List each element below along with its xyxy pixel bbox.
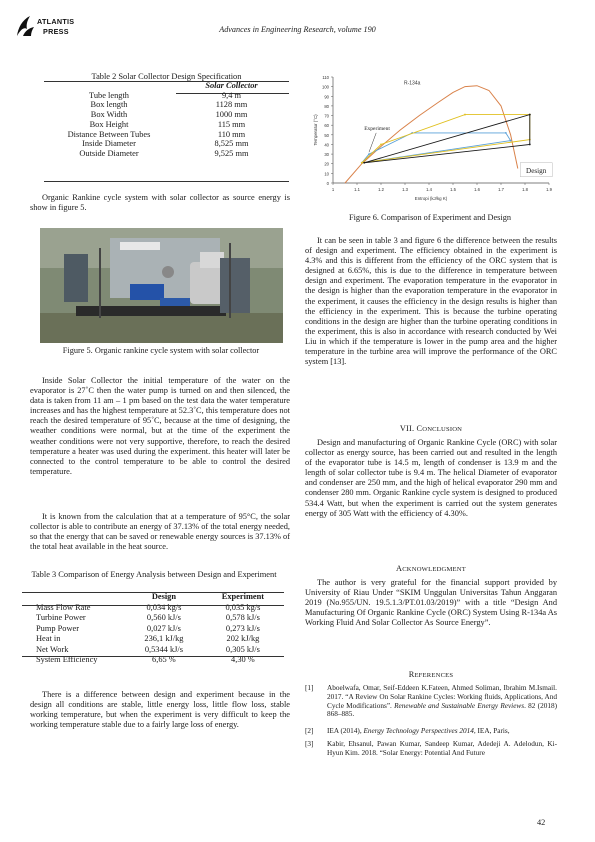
table-row	[44, 130, 289, 140]
table-row	[22, 613, 284, 624]
table3-cell-experiment: 0,305 kJ/s	[225, 644, 260, 654]
discussion-paragraph: It can be seen in table 3 and figure 6 the difference between the results of design and experiment. The efficiency obtained in the experiment is 4.3% and this is different from the efficiency of the ORC system that is designed at 6.65%, this is due to the difference in temperature between design and experiment. The evaporation temperature in the evaporator in the design is higher than the evaporation temperature in the evaporator in the experiment, it causes the efficiency in the design results is higher than the efficiency in the experiment. This is because the turbine operating conditions in the design are higher than the turbine operating conditions in the experiment, this is also in accordance with research conducted by Wei Liu in which if the temperature is lower in the pump area and the higher temperature in the turbine area will improve the performance of the ORC system [13].	[305, 236, 557, 367]
table3-cell-design: 6,65 %	[152, 655, 176, 664]
running-head: Advances in Engineering Research, volume 190	[219, 25, 376, 34]
table2-cell-label: Distance Between Tubes	[67, 129, 151, 139]
table3-cell-design: 0,034 kg/s	[146, 602, 182, 612]
table-row	[44, 120, 289, 130]
table2-bottom-rule	[44, 181, 289, 182]
table-row	[22, 634, 284, 645]
reference-number: [3]	[305, 739, 314, 748]
y-tick-label: 30	[324, 152, 329, 158]
acknowledgment-heading	[305, 564, 557, 573]
table2-cell-value: 1000 mm	[215, 110, 248, 120]
y-tick-label: 70	[324, 113, 329, 119]
figure6-chart	[303, 67, 557, 209]
reference-tail: , IEA, Paris,	[473, 727, 510, 736]
y-tick-label: 90	[324, 94, 329, 100]
table-row	[44, 139, 289, 149]
table2-cell-value: 1128 mm	[215, 100, 248, 110]
x-tick-label: 1	[331, 187, 335, 192]
figure5-caption: Figure 5. Organic rankine cycle system with solar collector	[62, 346, 260, 355]
reference-tail: . 82 (2018) 868–885.	[327, 701, 557, 719]
series-point	[529, 114, 531, 116]
reference-text: Aboelwafa, Omar, Seif-Eddeen K.Fateen, Ahmed Soliman, Ibrahim M.Ismail. 2017. “A Review On Solar Rankine Cycles: Working fluids, Applications, And Cycle Modifications”.	[327, 684, 557, 710]
table2-cell-label: Tube length	[89, 90, 129, 100]
table3-cell-experiment: 4,30 %	[231, 655, 255, 664]
table-row	[22, 624, 284, 635]
table3-cell-experiment: 202 kJ/kg	[226, 634, 260, 643]
table3-cell-experiment: 0,035 kg/s	[225, 602, 261, 612]
references-heading	[305, 670, 557, 679]
reference-item	[305, 727, 557, 736]
table3-cell-label: Pump Power	[36, 623, 80, 633]
table3-cell-label: Mass Flow Rate	[36, 602, 91, 612]
reference-number: [2]	[305, 727, 314, 736]
table3-cell-design: 0,5344 kJ/s	[144, 644, 183, 654]
table2-cell-value: 9,4 m	[221, 90, 242, 100]
x-axis-label: Entropi (kJ/kg K)	[414, 196, 448, 201]
logo-text-line2: PRESS	[43, 27, 69, 36]
table-row	[44, 91, 289, 101]
x-tick-label: 1.5	[450, 187, 456, 192]
table2-cell-value: 110 mm	[217, 129, 246, 139]
y-tick-label: 100	[322, 84, 329, 90]
table3-cell-design: 0,027 kJ/s	[146, 623, 181, 633]
table3-caption: Table 3 Comparison of Energy Analysis between Design and Experiment	[31, 570, 277, 579]
ack-heading-lead: A	[396, 564, 403, 573]
table3-cell-design: 236,1 kJ/kg	[144, 634, 184, 643]
table3-cell-experiment: 0,273 kJ/s	[225, 623, 260, 633]
table-row	[22, 645, 284, 656]
table-row	[44, 110, 289, 120]
x-tick-label: 1.2	[378, 187, 384, 192]
x-tick-label: 1.3	[402, 187, 408, 192]
y-tick-label: 110	[322, 75, 329, 80]
table3-header-experiment: Experiment	[221, 592, 265, 601]
y-axis-label: Temperatur (°C)	[313, 114, 318, 146]
x-tick-label: 1.7	[498, 187, 504, 192]
ack-heading-rest: CKNOWLEDGMENT	[402, 566, 466, 573]
table-row	[44, 149, 289, 159]
table3-cell-design: 0,560 kJ/s	[146, 613, 181, 622]
table2-cell-value: 9,525 mm	[214, 148, 249, 158]
reference-item	[305, 740, 557, 758]
table2-cell-label: Outside Diameter	[79, 148, 139, 158]
table3-header-design: Design	[151, 592, 177, 601]
reference-list	[305, 684, 557, 762]
figure6-caption: Figure 6. Comparison of Experiment and Design	[349, 213, 511, 222]
conclusion-heading-lead: VII. C	[399, 424, 423, 433]
acknowledgment-paragraph: The author is very grateful for the financial support provided by University of Riau Under “SKIM Unggulan Universitas Tahun Anggaran 2019 (No.955/UN. 19.5.1.3/PT.01.03/2019)” with a title “Design And Manufacturing Of Organic Rankine Cycle (ORC) System Using R-134a As Working Fluid And Solar Collector As Source Energy”.	[305, 578, 557, 628]
series-point	[529, 144, 531, 146]
refs-heading-rest: EFERENCES	[414, 672, 454, 679]
logo-text-line1: ATLANTIS	[37, 17, 75, 26]
table-row	[44, 100, 289, 110]
y-tick-label: 0	[326, 181, 329, 186]
table3-cell-label: Turbine Power	[36, 613, 86, 622]
table3-header-rule	[22, 605, 284, 606]
y-tick-label: 20	[324, 161, 329, 167]
conclusion-heading	[305, 424, 557, 433]
table3	[22, 592, 284, 666]
table2-cell-label: Inside Diameter	[82, 139, 136, 149]
y-tick-label: 60	[324, 123, 329, 129]
intro-paragraph: Organic Rankine cycle system with solar collector as source energy is show in figure 5.	[30, 193, 290, 213]
reference-number: [1]	[305, 684, 314, 692]
body-paragraph-3: There is a difference between design and experiment because in the design all conditions are stable, little energy loss, little flow loss, stable working temperature, but when the experiment is very difficult to keep the working temperature stable due to a fairly large loss of energy.	[30, 690, 290, 730]
table3-cell-label: Net Work	[36, 644, 69, 654]
chart-title: R-134a	[403, 80, 421, 87]
table2	[44, 81, 289, 159]
table3-cell-experiment: 0,578 kJ/s	[225, 613, 260, 622]
y-tick-label: 50	[324, 132, 329, 138]
table2-empty-header	[44, 81, 174, 91]
table2-cell-label: Box Height	[89, 119, 129, 129]
series-point	[363, 162, 365, 164]
series-point	[510, 140, 512, 142]
series-point	[505, 132, 507, 134]
page-number: 42	[537, 818, 546, 827]
table3-cell-label: System Efficiency	[36, 655, 98, 664]
y-tick-label: 40	[324, 142, 329, 148]
table3-cell-label: Heat in	[36, 634, 61, 643]
table2-cell-value: 115 mm	[217, 119, 246, 129]
annotation-design: Design	[526, 166, 547, 175]
x-tick-label: 1.6	[474, 187, 480, 192]
table2-column-header: Solar Collector	[205, 81, 258, 90]
reference-text: Kabir, Ehsanul, Pawan Kumar, Sandeep Kumar, Adedeji A. Adelodun, Ki-Hyun Kim. 2018. “Solar Energy: Potential And Future	[327, 739, 557, 757]
x-tick-label: 1.8	[522, 187, 528, 192]
table2-cell-label: Box length	[90, 100, 128, 110]
series-point	[361, 162, 363, 164]
reference-item	[305, 684, 557, 719]
orc-system-photo	[40, 228, 283, 343]
body-paragraph-1: Inside Solar Collector the initial temperature of the water on the evaporator is 27˚C then the water pump is turned on and then silenced, the data is taken from 11 am – 1 pm based on the test data the water temperature increases and has the highest temperature at 52.3˚C, this temperature does not reach the desired temperature of 95˚C, because at the time of designing, the weather conditions were normal, but at the time of the experiment the weather conditions were not very supportive, therefore, to reach the desired temperature a heater was used during the experiment. this heater will later be connected to the control temperature to be able to control the desired temperature.	[30, 376, 290, 476]
y-tick-label: 10	[324, 171, 329, 177]
table2-cell-value: 8,525 mm	[214, 139, 249, 149]
x-tick-label: 1.4	[426, 187, 432, 192]
series-point	[380, 144, 382, 146]
body-paragraph-2: It is known from the calculation that at a temperature of 95°C, the solar collector is able to contribute an energy of 37.13% of the total energy needed, so that the energy that can be saved or renewable energy sources is 37.13% of the total heat available in the heat source.	[30, 512, 290, 552]
table3-bottom-rule	[22, 656, 284, 657]
reference-journal: Energy Technology Perspectives 2014	[363, 727, 474, 736]
reference-text: IEA (2014),	[327, 727, 364, 736]
annotation-experiment: Experiment	[364, 126, 390, 132]
y-tick-label: 80	[324, 103, 329, 109]
table3-empty-header	[22, 592, 126, 603]
conclusion-paragraph: Design and manufacturing of Organic Rankine Cycle (ORC) with solar collector as energy source, has been carried out and resulted in the length of the evaporator tube is 14.5 m, length of condenser is 13.9 m and the length of solar collector tube is 9.4 m. The helical Diameter of evaporator and condenser are 250 mm, and the high of helical evaporator 290 mm and condenser 280 mm. Organic Rankine cycle system is designed to produced 534.4 Watt, but when the experiment is carried out the system generates energy of 305 Watt with the efficiency of 4.30%.	[305, 438, 557, 518]
reference-journal: Renewable and Sustainable Energy Reviews	[394, 701, 525, 710]
conclusion-heading-rest: ONCLUSION	[422, 426, 463, 433]
x-tick-label: 1.1	[354, 187, 360, 192]
table2-cell-label: Box Width	[90, 110, 128, 120]
series-point	[464, 114, 466, 116]
refs-heading-lead: R	[408, 670, 415, 679]
x-tick-label: 1.9	[546, 187, 552, 192]
table2-caption: Table 2 Solar Collector Design Specification	[91, 72, 242, 81]
